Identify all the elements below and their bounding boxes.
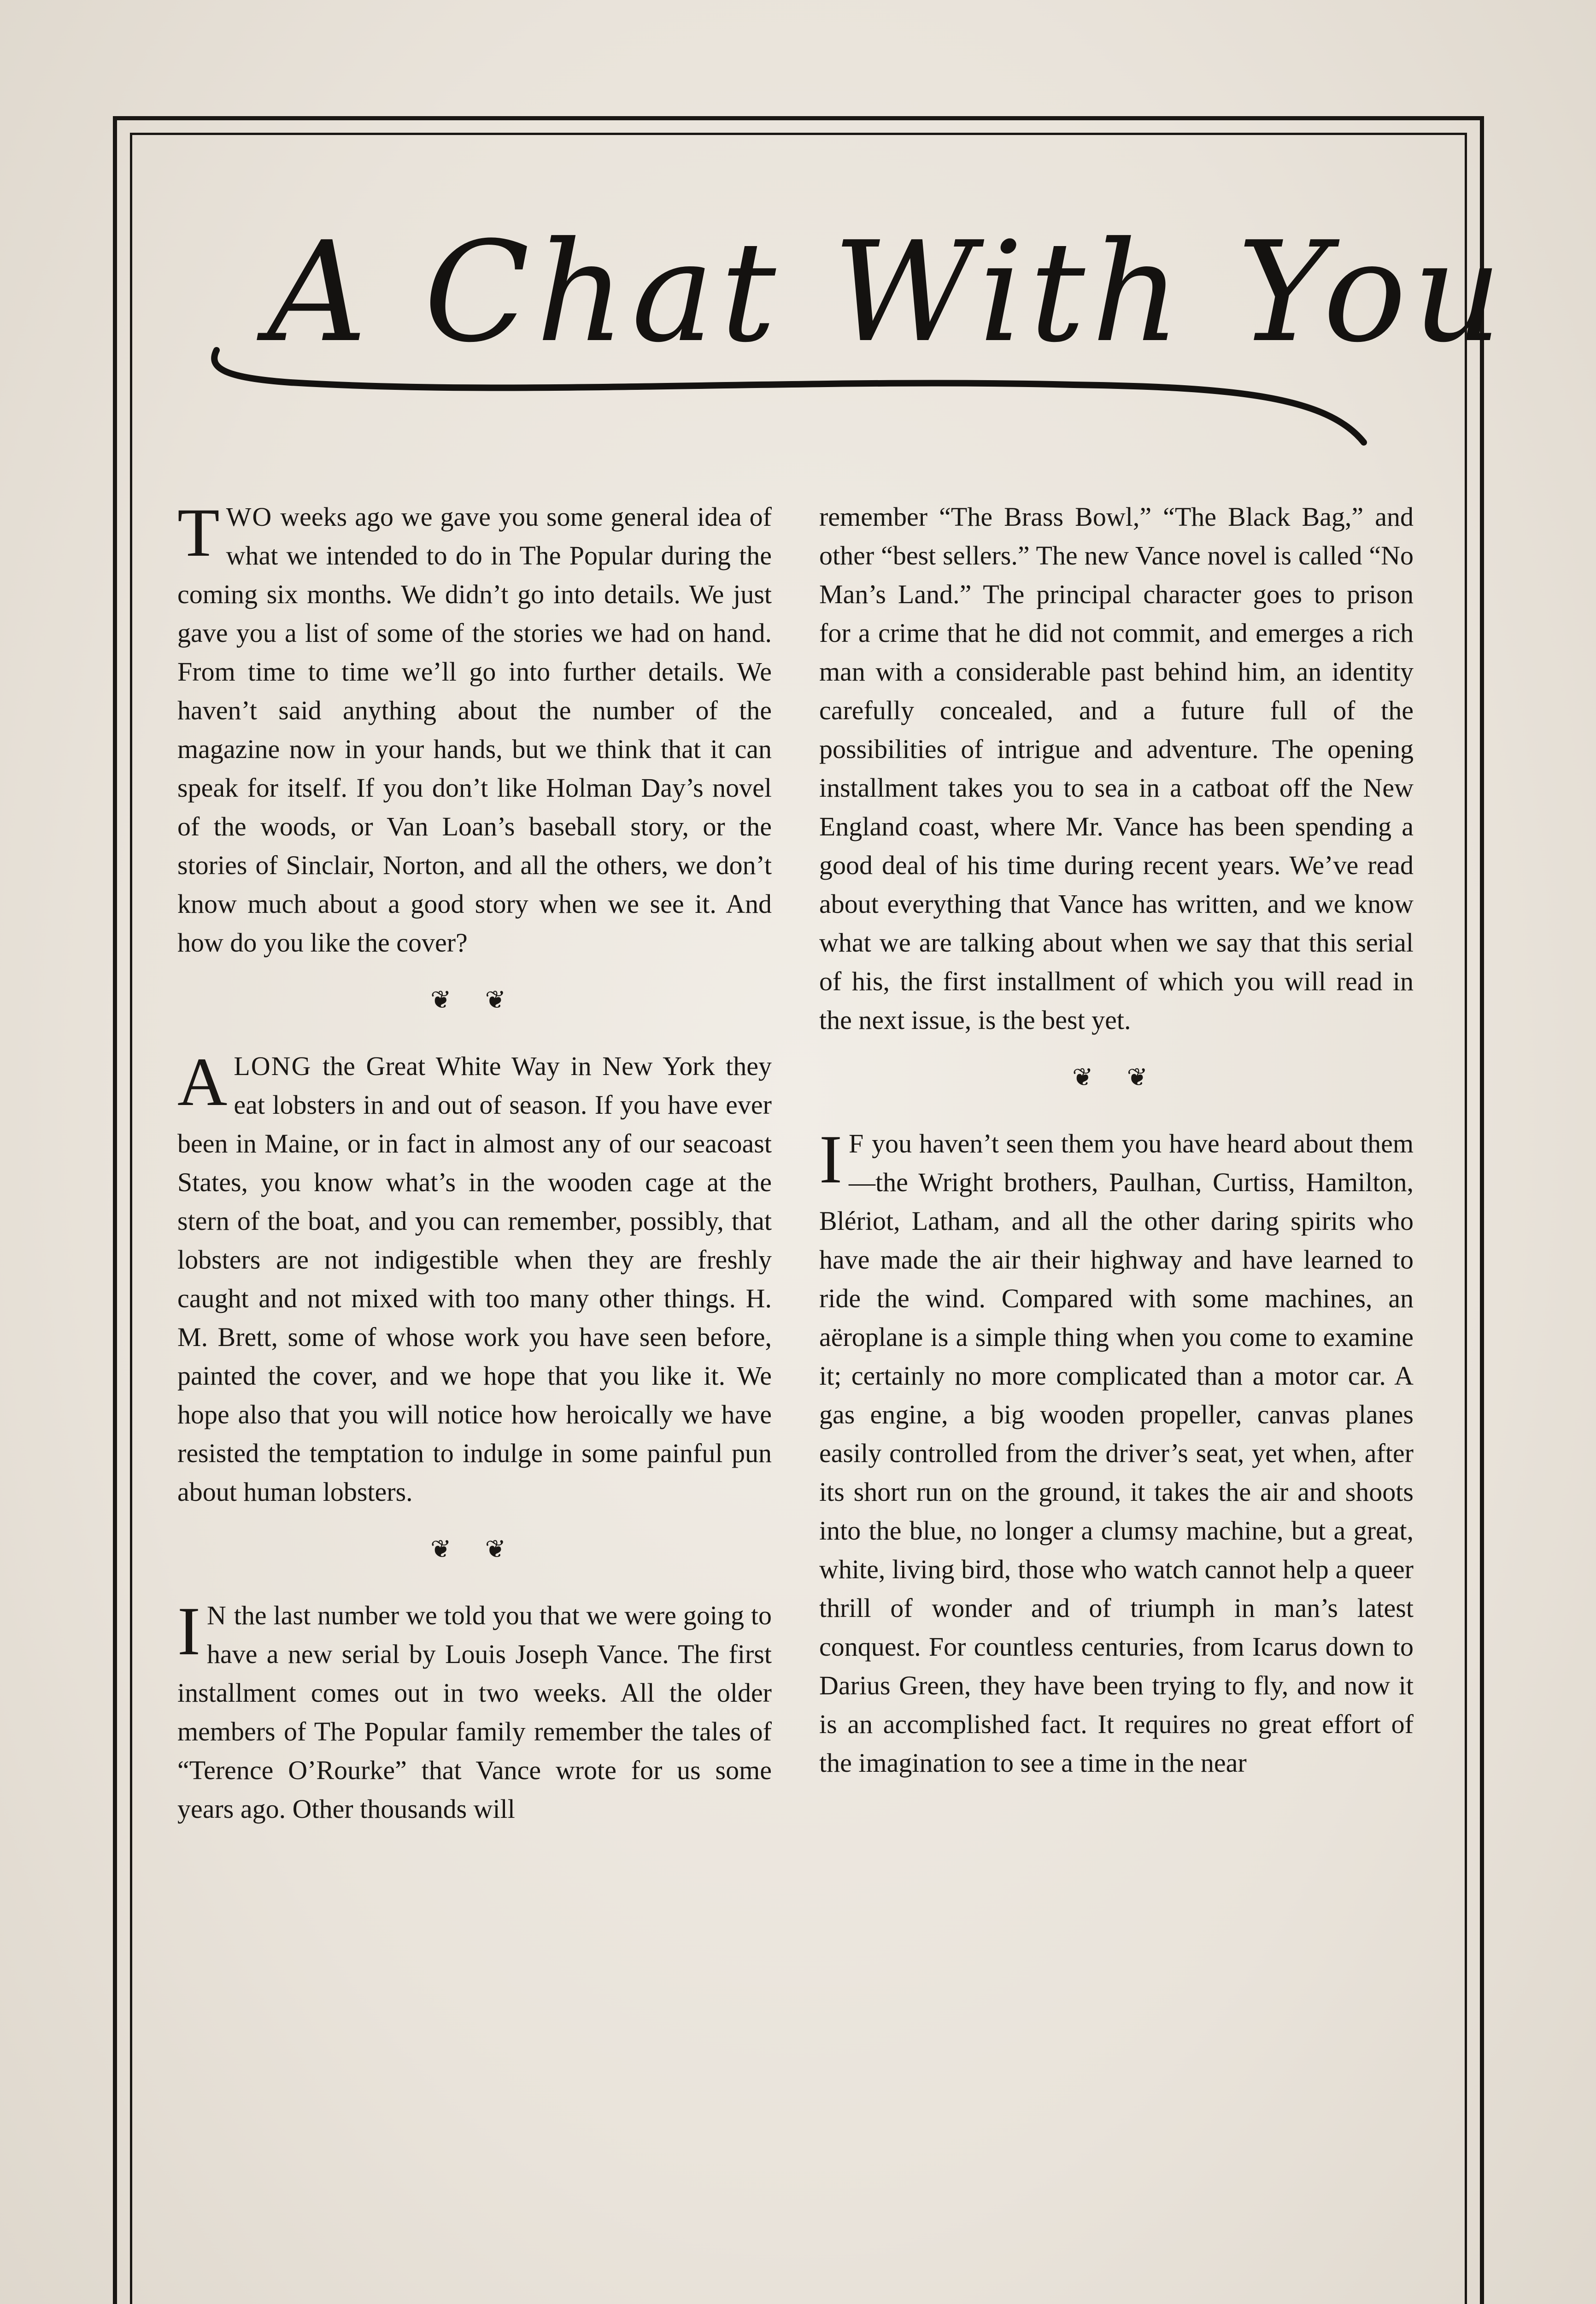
section-ornament: ❦ ❦ <box>1072 1063 1161 1092</box>
drop-cap: I <box>177 1593 200 1669</box>
paragraph-text: the last number we told you that we were going to have a new serial by Louis Joseph Vance. The first installment comes out in two weeks. All the older members of The Popular family remember the tales of “Terence O’Rourke” that Vance wrote for us some years ago. Other thousands will <box>177 1600 772 1824</box>
section-ornament: ❦ ❦ <box>430 1534 519 1563</box>
paragraph-remember <box>819 498 1414 1040</box>
drop-cap: T <box>177 494 220 571</box>
lead-word: N <box>206 1600 227 1630</box>
title-block <box>198 203 1508 479</box>
paragraph-text: weeks ago we gave you some general idea of what we intended to do in The Popular during the coming six months. We didn’t go into details. We just gave you a list of some of the stories we had on hand. From time to time we’ll go into further details. We haven’t said anything about the number of the magazine now in your hands, but we think that it can speak for itself. If you don’t like Holman Day’s novel of the woods, or Van Loan’s baseball story, or the stories of Sinclair, Norton, and all the others, we don’t know much about a good story when we see it. And how do you like the cover? <box>177 502 772 958</box>
paragraph-in-last-number <box>177 1593 772 1828</box>
paragraph-along <box>177 1044 772 1511</box>
right-column <box>819 498 1414 1782</box>
lead-word: LONG <box>234 1051 312 1081</box>
lead-word: WO <box>226 502 273 532</box>
lead-word: F <box>848 1128 865 1158</box>
section-ornament: ❦ ❦ <box>430 985 519 1014</box>
drop-cap: I <box>819 1121 842 1198</box>
left-column <box>177 494 772 1828</box>
page-title: A Chat With You <box>267 212 1508 373</box>
paragraph-text: you haven’t seen them you have heard about them—the Wright brothers, Paulhan, Curtiss, Hamilton, Blériot, Latham, and all the other daring spirits who have made the air their highway and have learned to ride the wind. Compared with some machines, an aëroplane is a simple thing when you come to examine it; certainly no more complicated than a motor car. A gas engine, a big wooden propeller, canvas planes easily controlled from the driver’s seat, yet when, after its short run on the ground, it takes the air and shoots into the blue, no longer a clumsy machine, but a great, white, living bird, those who watch cannot help a queer thrill of wonder and of triumph in man’s latest conquest. For countless centuries, from Icarus down to Darius Green, they have been trying to fly, and now it is an accomplished fact. It requires no great effort of the imagination to see a time in the near <box>819 1128 1414 1778</box>
paragraph-two-weeks <box>177 494 772 962</box>
paragraph-text: remember “The Brass Bowl,” “The Black Bag,” and other “best sellers.” The new Vance novel is called “No Man’s Land.” The principal character goes to prison for a crime that he did not commit, and emerges a rich man with a considerable past behind him, an identity carefully concealed, and a future full of the possibilities of intrigue and adventure. The opening installment takes you to sea in a catboat off the New England coast, where Mr. Vance has been spending a good deal of his time during recent years. We’ve read about everything that Vance has written, and we know what we are talking about when we say that this serial of his, the first installment of which you will read in the next issue, is the best yet. <box>819 502 1414 1035</box>
drop-cap: A <box>177 1044 228 1120</box>
paragraph-if-you-havent <box>819 1121 1414 1782</box>
paragraph-text: the Great White Way in New York they eat lobsters in and out of season. If you have ever been in Maine, or in fact in almost any of our seacoast States, you know what’s in the wooden cage at the stern of the boat, and you can remember, possibly, that lobsters are not indigestible when they are freshly caught and not mixed with too many other things. H. M. Brett, some of whose work you have seen before, painted the cover, and we hope that you like it. We hope also that you will notice how heroically we have resisted the temptation to indulge in some painful pun about human lobsters. <box>177 1051 772 1507</box>
